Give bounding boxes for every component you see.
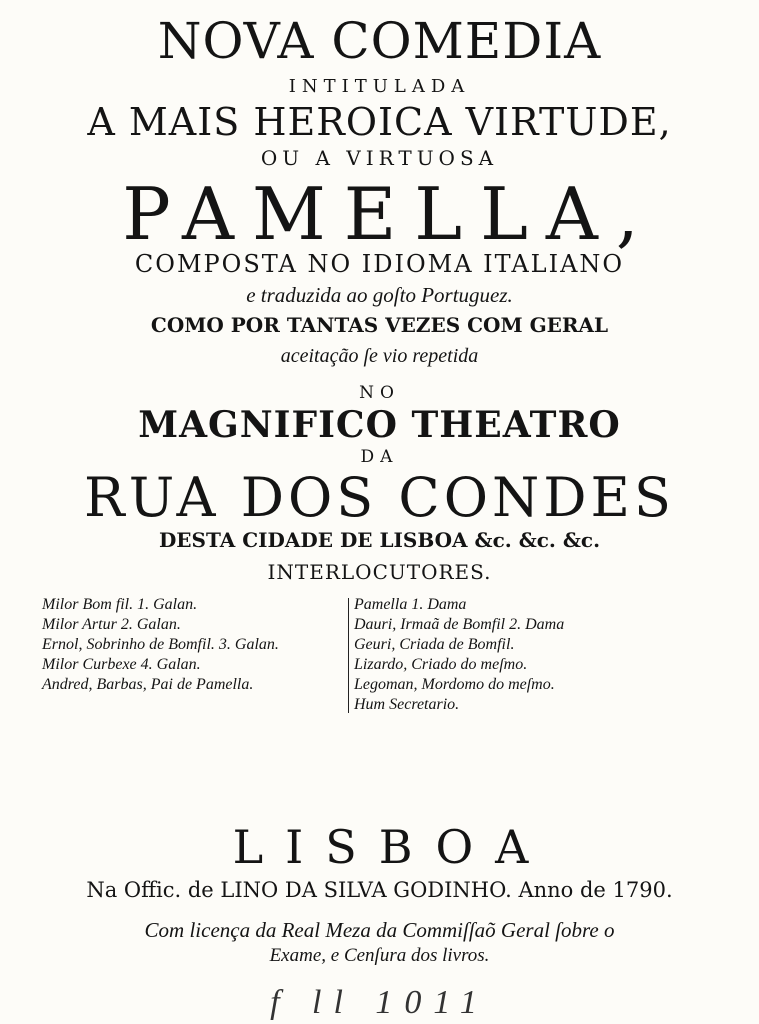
imprint-city: LISBOA (232, 820, 551, 874)
handwritten-marks: f ll 1011 (270, 984, 489, 1021)
como-line: COMO POR TANTAS VEZES COM GERAL (150, 313, 609, 337)
main-title: NOVA COMEDIA (157, 12, 602, 70)
license-line-1: Com licença da Real Meza da Commiſſaõ Geral ſobre o (144, 918, 615, 942)
da-line: DA (360, 447, 399, 467)
cast-item: Hum Secretario. (354, 696, 460, 713)
street-line: RUA DOS CONDES (84, 466, 675, 529)
cast-list-right (354, 595, 724, 715)
cast-item: Ernol, Sobrinho de Bomfil. 3. Galan. (42, 636, 279, 653)
cast-item: Legoman, Mordomo do meſmo. (354, 676, 555, 693)
cast-item: Milor Artur 2. Galan. (42, 616, 181, 633)
protagonist-name: PAMELLA, (122, 172, 657, 256)
subtitle: A MAIS HEROICA VIRTUDE, (87, 100, 672, 144)
interlocutores-heading: INTERLOCUTORES. (267, 560, 492, 584)
aceitacao-line: aceitação ſe vio repetida (280, 345, 479, 367)
theatre-line: MAGNIFICO THEATRO (138, 404, 621, 446)
cast-item: Lizardo, Criado do meſmo. (354, 656, 528, 673)
city-line: DESTA CIDADE DE LISBOA &c. &c. &c. (158, 528, 601, 552)
cast-item: Pamella 1. Dama (354, 596, 467, 613)
translated-line: e traduzida ao goſto Portuguez. (246, 283, 513, 307)
cast-divider (348, 598, 349, 713)
no-line: NO (359, 383, 400, 403)
cast-item: Andred, Barbas, Pai de Pamella. (42, 676, 254, 693)
cast-item: Geuri, Criada de Bomfil. (354, 636, 515, 653)
composed-line: COMPOSTA NO IDIOMA ITALIANO (134, 250, 625, 278)
license-line-2: Exame, e Cenſura dos livros. (269, 945, 490, 966)
intitulada-line: INTITULADA (288, 76, 471, 97)
imprint-office: Na Offic. de LINO DA SILVA GODINHO. Anno de 1790. (86, 878, 673, 902)
cast-item: Milor Curbexe 4. Galan. (42, 656, 201, 673)
ou-line: OU A VIRTUOSA (260, 146, 499, 170)
cast-item: Milor Bom fil. 1. Galan. (42, 596, 198, 613)
cast-list-left (42, 595, 347, 695)
cast-item: Dauri, Irmaã de Bomfil 2. Dama (354, 616, 565, 633)
